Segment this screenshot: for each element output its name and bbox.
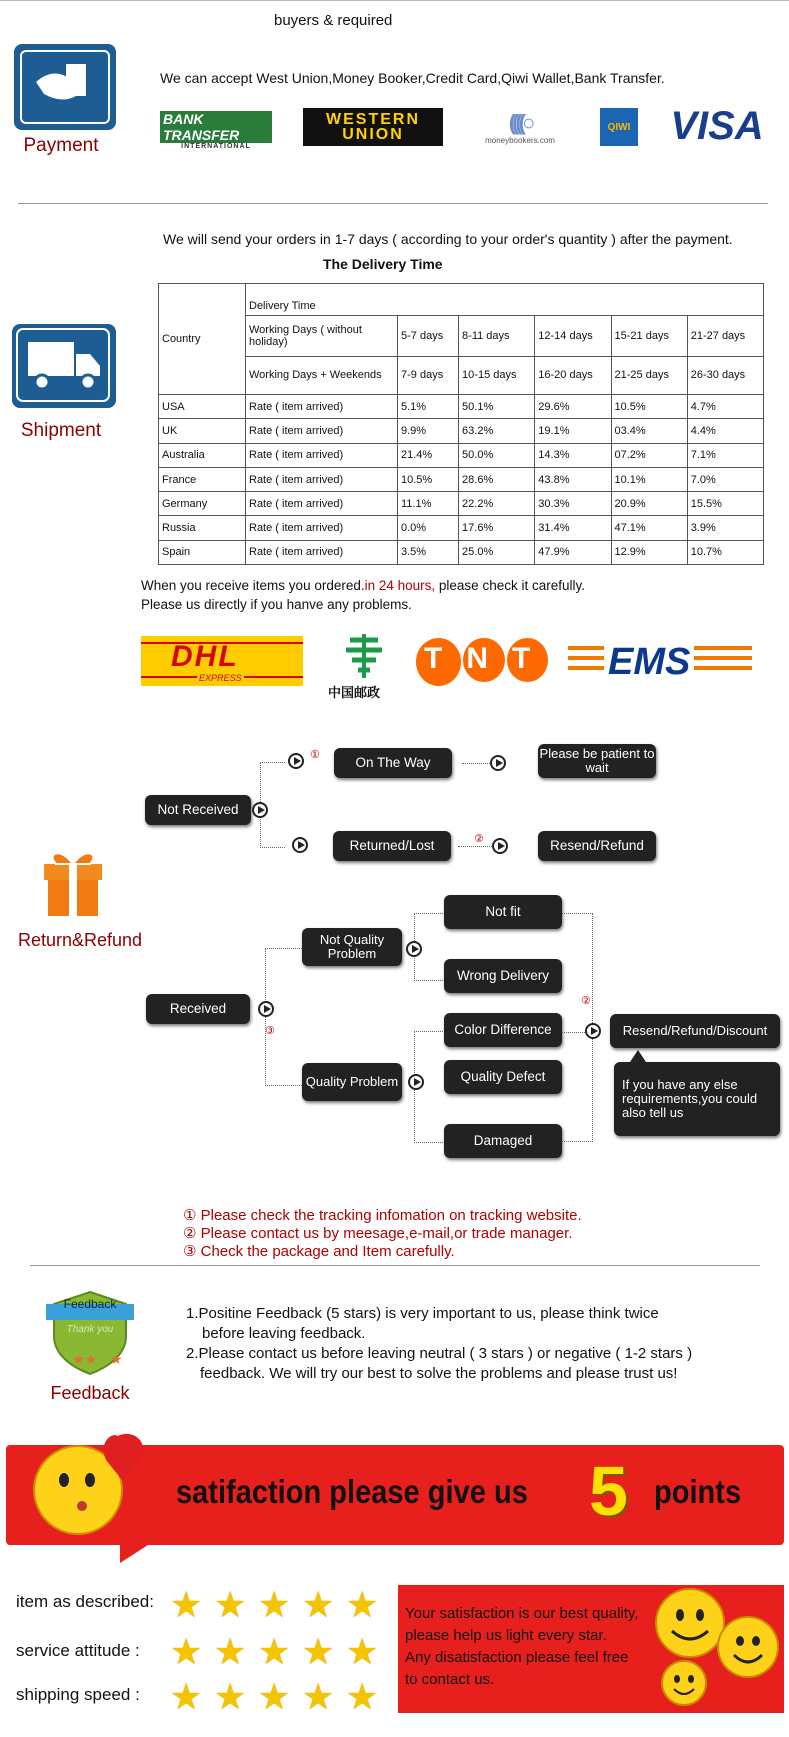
qiwi-logo: [600, 108, 638, 146]
arrow-icon: [288, 753, 304, 769]
rate-value-cell: 25.0%: [459, 540, 535, 564]
arrow-icon: [292, 837, 308, 853]
bank-transfer-text: BANK TRANSFER: [160, 111, 272, 143]
visa-text: VISA: [670, 103, 764, 148]
western-union-logo: [303, 108, 443, 146]
rate-value-cell: 50.0%: [459, 443, 535, 467]
rate-value-cell: 63.2%: [459, 419, 535, 443]
quality-box: Quality Problem: [302, 1063, 402, 1101]
rate-value-cell: 14.3%: [535, 443, 611, 467]
banner-tail: [120, 1545, 148, 1563]
arrow-icon: [408, 1074, 424, 1090]
working-cell: 12-14 days: [535, 316, 611, 356]
working-days-label: Working Days ( without holiday): [246, 316, 398, 356]
divider-refund: [30, 1265, 760, 1266]
working-cell: 21-27 days: [687, 316, 763, 356]
on-the-way-box: On The Way: [334, 748, 452, 778]
shipment-intro: We will send your orders in 1-7 days ( according to your order's quantity ) after the payment.: [163, 231, 733, 247]
smiley-kiss-icon: [26, 1432, 154, 1540]
shipment-title: Shipment: [20, 420, 102, 441]
dhl-sub: EXPRESS: [199, 673, 242, 683]
star-icon[interactable]: ★: [258, 1631, 291, 1672]
rate-value-cell: 28.6%: [459, 467, 535, 491]
banner-text-a: satifaction please give us: [176, 1473, 528, 1510]
svg-text:★★: ★★: [72, 1351, 98, 1367]
step-2-marker: ②: [581, 995, 591, 1007]
rate-value-cell: 3.9%: [687, 516, 763, 540]
payment-title: Payment: [23, 135, 99, 156]
step-3-marker: ③: [265, 1025, 275, 1037]
not-received-box: Not Received: [145, 795, 251, 825]
rate-value-cell: 11.1%: [398, 492, 459, 516]
bank-transfer-logo: [160, 110, 272, 150]
rate-value-cell: 43.8%: [535, 467, 611, 491]
country-header: Country: [159, 284, 246, 395]
rate-value-cell: 7.1%: [687, 443, 763, 467]
rate-value-cell: 10.5%: [398, 467, 459, 491]
feedback-badge-text: Feedback: [63, 1297, 117, 1311]
rate-label-cell: Rate ( item arrived): [246, 419, 398, 443]
weekends-cell: 10-15 days: [459, 356, 535, 394]
resend-refund-box: Resend/Refund: [538, 831, 656, 861]
shipment-truck-icon: [12, 324, 116, 408]
country-cell: Australia: [159, 443, 246, 467]
qiwi-text: QIWI: [607, 121, 631, 133]
damaged-box: Damaged: [444, 1124, 562, 1158]
feedback-badge-sub: Thank you: [66, 1324, 114, 1335]
rating-label: service attitude :: [16, 1641, 140, 1660]
arrow-icon: [492, 838, 508, 854]
feedback-point-1a: 1.Positine Feedback (5 stars) is very important to us, please think twice: [186, 1305, 659, 1322]
rating-label: item as described:: [16, 1592, 154, 1611]
country-cell: UK: [159, 419, 246, 443]
star-icon[interactable]: ★: [346, 1631, 379, 1672]
weekends-label: Working Days + Weekends: [246, 356, 398, 394]
bank-transfer-sub: INTERNATIONAL: [181, 142, 251, 150]
visa-logo: [664, 104, 770, 148]
rate-label-cell: Rate ( item arrived): [246, 443, 398, 467]
rate-value-cell: 4.7%: [687, 395, 763, 419]
country-cell: Germany: [159, 492, 246, 516]
satisfaction-message-box: [398, 1585, 784, 1713]
rate-value-cell: 22.2%: [459, 492, 535, 516]
country-cell: Spain: [159, 540, 246, 564]
country-cell: USA: [159, 395, 246, 419]
receive-text-b: please check it carefully.: [435, 578, 585, 593]
returned-lost-box: Returned/Lost: [333, 831, 451, 861]
rate-value-cell: 30.3%: [535, 492, 611, 516]
china-post-text: 中国邮政: [328, 685, 381, 700]
rate-value-cell: 9.9%: [398, 419, 459, 443]
rate-value-cell: 17.6%: [459, 516, 535, 540]
moneybookers-rings-icon: ((((○: [508, 109, 532, 135]
payment-icon: [14, 44, 116, 130]
divider-payment: [18, 203, 768, 204]
wrong-delivery-box: Wrong Delivery: [444, 959, 562, 993]
star-icon[interactable]: ★: [346, 1676, 379, 1717]
delivery-time-header: Delivery Time: [246, 284, 764, 316]
rate-value-cell: 5.1%: [398, 395, 459, 419]
received-box: Received: [146, 994, 250, 1024]
rate-value-cell: 15.5%: [687, 492, 763, 516]
star-icon[interactable]: ★: [302, 1676, 335, 1717]
feedback-point-2a: 2.Please contact us before leaving neutral ( 3 stars ) or negative ( 1-2 stars ): [186, 1345, 693, 1362]
star-icon[interactable]: ★: [170, 1676, 203, 1717]
connector: [562, 913, 593, 1033]
contact-text: Please us directly if you hanve any problems.: [141, 597, 412, 612]
star-icon[interactable]: ★: [214, 1676, 247, 1717]
star-icon[interactable]: ★: [170, 1631, 203, 1672]
working-cell: 15-21 days: [611, 316, 687, 356]
tnt-text: TNT: [424, 642, 555, 675]
star-icon[interactable]: ★: [258, 1676, 291, 1717]
rate-label-cell: Rate ( item arrived): [246, 395, 398, 419]
receive-text-red: in 24 hours,: [364, 578, 436, 593]
weekends-cell: 26-30 days: [687, 356, 763, 394]
dhl-logo: [141, 636, 303, 686]
rate-label-cell: Rate ( item arrived): [246, 540, 398, 564]
star-icon[interactable]: ★: [214, 1584, 247, 1625]
ems-text: EMS: [604, 642, 694, 682]
rate-value-cell: 10.7%: [687, 540, 763, 564]
dhl-text: DHL: [171, 640, 239, 673]
rate-label-cell: Rate ( item arrived): [246, 516, 398, 540]
top-text: buyers & required: [274, 12, 393, 29]
arrow-icon: [406, 941, 422, 957]
gift-icon: [40, 842, 106, 918]
svg-text:★: ★: [110, 1351, 123, 1367]
step-1-marker: ①: [310, 749, 320, 761]
arrow-icon: [258, 1001, 274, 1017]
note-3: ③ Check the package and Item carefully.: [183, 1243, 455, 1260]
union-text: UNION: [342, 126, 404, 143]
rate-value-cell: 47.1%: [611, 516, 687, 540]
star-icon[interactable]: ★: [302, 1631, 335, 1672]
message-line: Your satisfaction is our best quality,: [405, 1605, 639, 1622]
smiley-group-icon: [644, 1585, 784, 1711]
connector: [265, 948, 302, 1086]
rate-value-cell: 7.0%: [687, 467, 763, 491]
message-line: to contact us.: [405, 1671, 495, 1688]
feedback-title: Feedback: [50, 1383, 130, 1403]
weekends-cell: 16-20 days: [535, 356, 611, 394]
weekends-cell: 21-25 days: [611, 356, 687, 394]
rate-label-cell: Rate ( item arrived): [246, 492, 398, 516]
rate-value-cell: 31.4%: [535, 516, 611, 540]
step-2-marker: ②: [474, 833, 484, 845]
western-text: WESTERN: [326, 111, 420, 128]
not-quality-box: Not Quality Problem: [302, 928, 402, 966]
message-line: Any disatisfaction please feel free: [405, 1649, 629, 1666]
rate-value-cell: 4.4%: [687, 419, 763, 443]
rate-value-cell: 0.0%: [398, 516, 459, 540]
country-cell: France: [159, 467, 246, 491]
rate-value-cell: 3.5%: [398, 540, 459, 564]
country-cell: Russia: [159, 516, 246, 540]
moneybookers-logo: [478, 106, 562, 148]
banner-text-b: points: [654, 1473, 742, 1510]
quality-defect-box: Quality Defect: [444, 1060, 562, 1094]
feedback-badge-icon: [44, 1286, 136, 1376]
china-post-logo: [326, 632, 408, 704]
receive-text: [141, 578, 585, 593]
callout-tail: [630, 1050, 646, 1062]
arrow-icon: [490, 755, 506, 771]
banner-five: 5: [589, 1452, 628, 1530]
note-2: ② Please contact us by meesage,e-mail,or trade manager.: [183, 1225, 573, 1242]
connector: [562, 1031, 593, 1142]
note-1: ① Please check the tracking infomation on tracking website.: [183, 1207, 582, 1224]
connector: [462, 763, 492, 764]
star-icon[interactable]: ★: [214, 1631, 247, 1672]
rate-value-cell: 29.6%: [535, 395, 611, 419]
rate-value-cell: 10.1%: [611, 467, 687, 491]
china-post-icon: [326, 632, 408, 682]
rate-label-cell: Rate ( item arrived): [246, 467, 398, 491]
receive-text-a: When you receive items you ordered.: [141, 578, 365, 593]
working-cell: 8-11 days: [459, 316, 535, 356]
rate-value-cell: 21.4%: [398, 443, 459, 467]
arrow-icon: [585, 1023, 601, 1039]
feedback-point-1b: before leaving feedback.: [202, 1325, 366, 1342]
refund-title: Return&Refund: [17, 930, 143, 950]
else-requirements-box: If you have any else requirements,you could also tell us: [614, 1062, 780, 1136]
resend-refund-discount-box: Resend/Refund/Discount: [610, 1014, 780, 1048]
star-icon[interactable]: ★: [170, 1584, 203, 1625]
rate-value-cell: 20.9%: [611, 492, 687, 516]
rating-label: shipping speed :: [16, 1685, 140, 1704]
be-patient-box: Please be patient to wait: [538, 744, 656, 778]
feedback-point-2b: feedback. We will try our best to solve the problems and please trust us!: [200, 1365, 678, 1382]
rate-value-cell: 12.9%: [611, 540, 687, 564]
color-difference-box: Color Difference: [444, 1013, 562, 1047]
star-icon[interactable]: ★: [346, 1584, 379, 1625]
weekends-cell: 7-9 days: [398, 356, 459, 394]
tnt-logo: [416, 638, 555, 688]
delivery-table: [158, 283, 764, 565]
star-icon[interactable]: ★: [302, 1584, 335, 1625]
message-line: please help us light every star.: [405, 1627, 607, 1644]
rate-value-cell: 03.4%: [611, 419, 687, 443]
moneybookers-text: moneybookers.com: [485, 135, 555, 145]
top-rule: [0, 0, 789, 1]
rate-value-cell: 19.1%: [535, 419, 611, 443]
rate-value-cell: 07.2%: [611, 443, 687, 467]
rate-value-cell: 10.5%: [611, 395, 687, 419]
ems-logo: [568, 642, 752, 688]
rate-value-cell: 50.1%: [459, 395, 535, 419]
delivery-table-title: The Delivery Time: [323, 256, 443, 272]
payment-text: We can accept West Union,Money Booker,Credit Card,Qiwi Wallet,Bank Transfer.: [160, 70, 665, 86]
not-fit-box: Not fit: [444, 895, 562, 929]
rate-value-cell: 47.9%: [535, 540, 611, 564]
arrow-icon: [252, 802, 268, 818]
star-icon[interactable]: ★: [258, 1584, 291, 1625]
working-cell: 5-7 days: [398, 316, 459, 356]
